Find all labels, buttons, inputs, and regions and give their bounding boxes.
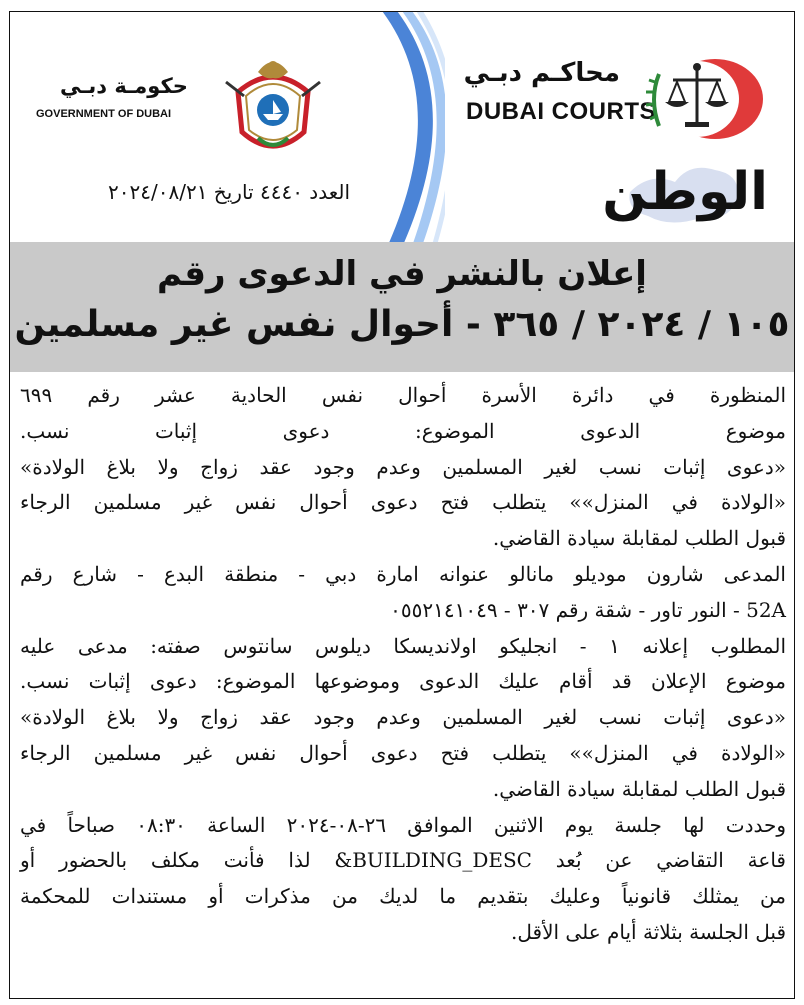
body-line: موضوع الإعلان قد أقام عليك الدعوى وموضوعها الموضوع: دعوى إثبات نسب.: [20, 669, 786, 694]
body-line: «الولادة في المنزل»» يتطلب فتح دعوى أحوال نفس غير مسلمين الرجاء: [20, 740, 786, 765]
title-line-1: إعلان بالنشر في الدعوى رقم: [157, 254, 647, 294]
body-line: موضوع الدعوى الموضوع: دعوى إثبات نسب.: [20, 418, 786, 443]
announcement-frame: [9, 11, 795, 999]
government-name-ar: حكومـة دبـي: [60, 74, 188, 98]
body-line: المدعى شارون موديلو مانالو عنوانه امارة دبي - منطقة البدع - شارع رقم: [20, 561, 786, 586]
issue-number-and-date: العدد ٤٤٤٠ تاريخ ٢٠٢٤/٠٨/٢١: [108, 180, 350, 204]
body-line: قبل الجلسة بثلاثة أيام على الأقل.: [511, 919, 786, 944]
body-line: وحددت لها جلسة يوم الاثنين الموافق ٢٦-٠٨-٢٠٢٤ الساعة ٠٨:٣٠ صباحاً في: [20, 812, 786, 837]
body-line: قبول الطلب لمقابلة سيادة القاضي.: [492, 776, 786, 801]
body-line: المنظورة في دائرة الأسرة أحوال نفس الحادية عشر رقم ٦٩٩: [20, 383, 786, 407]
body-line: «دعوى إثبات نسب لغير المسلمين وعدم وجود عقد زواج ولا بلاغ الولادة»: [20, 705, 786, 730]
title-line-2: ١٠٥ / ٢٠٢٤ / ٣٦٥ - أحوال نفس غير مسلمين: [14, 304, 790, 345]
government-of-dubai-logo: [28, 52, 368, 162]
blue-ribbon-decoration: [365, 11, 445, 252]
announcement-body: [20, 378, 786, 951]
body-line: «الولادة في المنزل»» يتطلب فتح دعوى أحوال نفس غير مسلمين الرجاء: [20, 490, 786, 515]
body-line: قاعة التقاضي عن بُعد BUILDING_DESC& لذا فأنت مكلف بالحضور أو: [20, 848, 786, 873]
body-line: من يمثلك قانونياً وعليك بتقديم ما لديك من مذكرات أو مستندات للمحكمة: [20, 884, 786, 909]
title-band: [10, 242, 794, 372]
newspaper-name: الوطن: [602, 162, 768, 222]
body-line: المطلوب إعلانه ١ - انجليكو اولانديسكا ديلوس سانتوس صفته: مدعى عليه: [20, 633, 787, 658]
courts-scales-seal-icon: [635, 54, 765, 144]
header: [10, 12, 794, 242]
dubai-emblem-icon: [218, 52, 328, 162]
government-name-en: GOVERNMENT OF DUBAI: [36, 108, 172, 120]
courts-name-ar: محاكـم دبـي: [463, 58, 620, 88]
body-line: «دعوى إثبات نسب لغير المسلمين وعدم وجود عقد زواج ولا بلاغ الولادة»: [20, 454, 786, 479]
body-line: 52A - النور تاور - شقة رقم ٣٠٧ - ٠٥٥٢١٤١٠٤٩: [390, 597, 786, 622]
dubai-courts-logo: [460, 54, 790, 154]
courts-name-en: DUBAI COURTS: [466, 98, 656, 125]
body-line: قبول الطلب لمقابلة سيادة القاضي.: [492, 526, 786, 551]
